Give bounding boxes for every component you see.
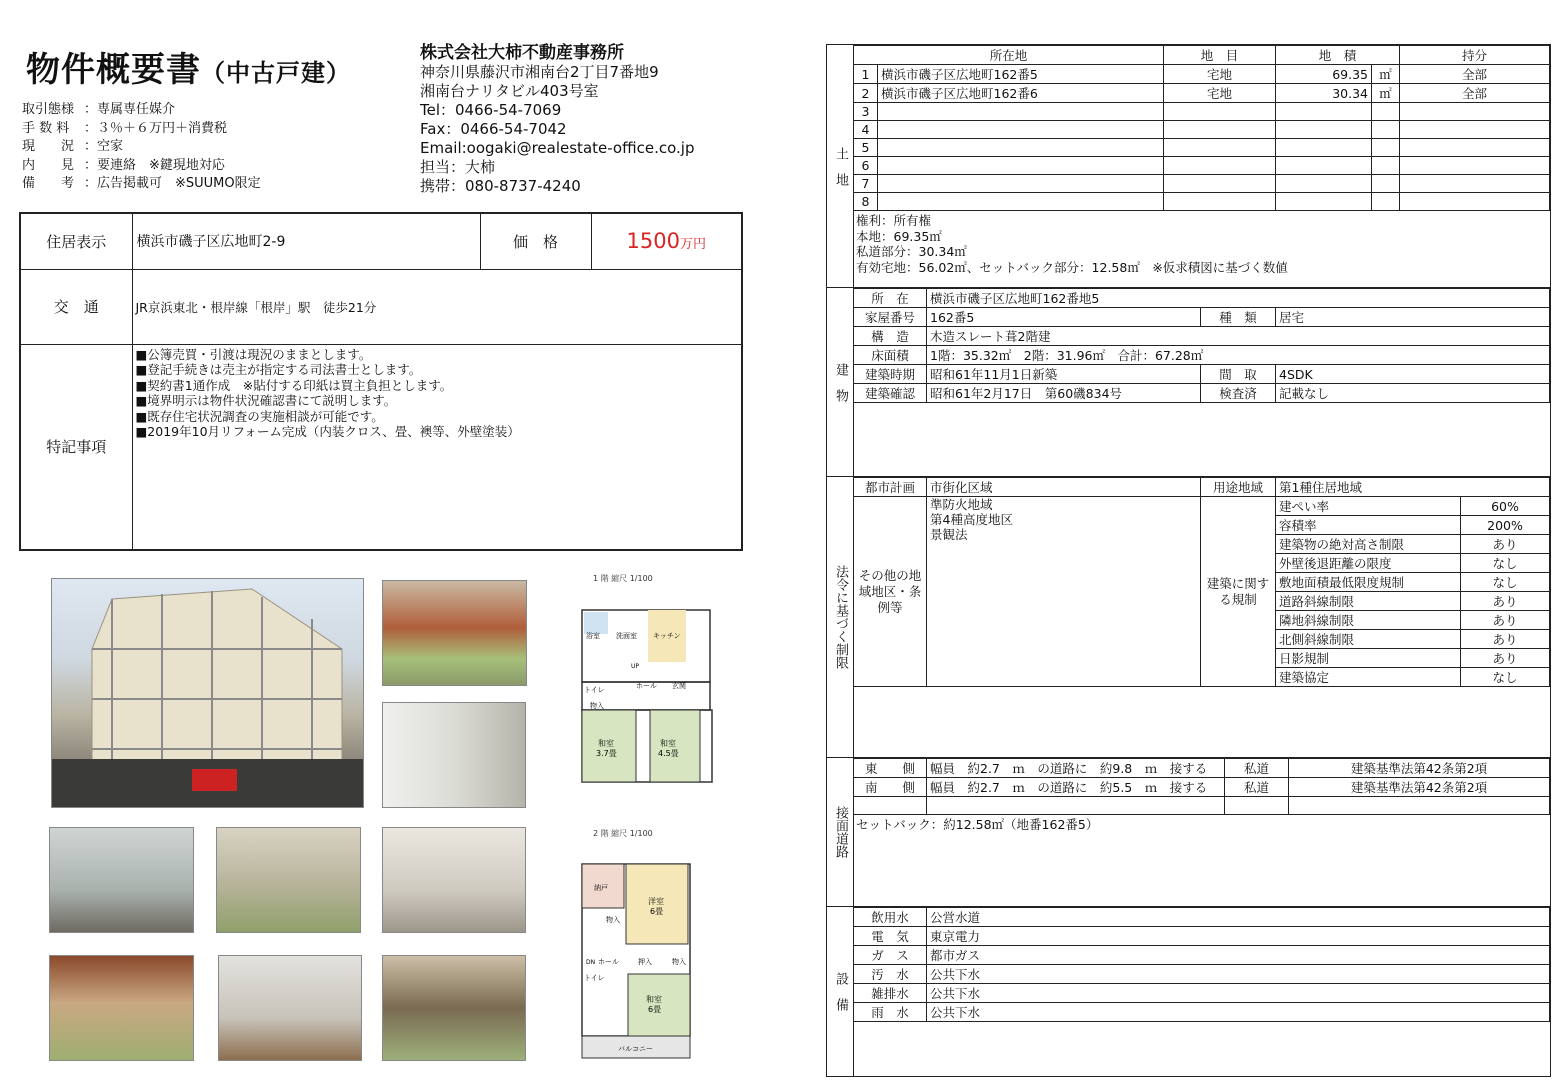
fp1-room: キッチン <box>653 632 681 640</box>
exterior-photo <box>51 578 364 808</box>
note-item: ■既存住宅状況調査の実施相談が可能です。 <box>135 408 384 424</box>
fp2-room: 押入 <box>638 958 652 966</box>
term-row: 内 見 ：要連絡 ※鍵現地対応 <box>22 157 225 173</box>
fp1-room: ホール <box>636 682 657 690</box>
note-item: ■登記手続きは売主が指定する司法書士とします。 <box>135 362 422 377</box>
law-rule-row: 隣地斜線制限 あり <box>854 611 1550 630</box>
floor1-plan <box>578 598 718 786</box>
land-row: 3 <box>854 103 1550 121</box>
road-table: 東 側 幅員 約2.7 ｍ の道路に 約9.8 ｍ 接する 私道 建築基準法第42条第2項 南 側 幅員 約2.7 ｍ の道路に 約5.5 ｍ 接する 私道 建築基準法第42条第2項 <box>853 758 1550 815</box>
company-name: 株式会社大柿不動産事務所 <box>420 43 624 63</box>
land-section <box>827 45 1550 288</box>
japanese-room-photo-2 <box>49 955 194 1061</box>
company-address-2: 湘南台ナリタビル403号室 <box>420 82 599 100</box>
law-rule-row: 容積率 200% <box>854 516 1550 535</box>
road-section <box>827 758 1550 907</box>
land-row: 2 横浜市磯子区広地町162番6 宅地 30.34 ㎡ 全部 <box>854 84 1550 103</box>
fp1-room: 浴室 <box>586 632 600 640</box>
land-row: 6 <box>854 157 1550 175</box>
fp2-room: 6畳 <box>648 1005 662 1014</box>
land-row: 8 <box>854 193 1550 211</box>
transport-value: JR京浜東北・根岸線「根岸」駅 徒歩21分 <box>132 269 742 344</box>
land-header-share: 持分 <box>1400 46 1550 65</box>
note-item: ■契約書1通作成 ※貼付する印紙は買主負担とします。 <box>135 377 453 393</box>
land-header-type: 地 目 <box>1164 46 1276 65</box>
western-room-photo <box>218 955 362 1061</box>
road-side-label: 接面道路 <box>827 758 854 906</box>
title-main: 物件概要書 <box>26 50 201 90</box>
price-label: 価 格 <box>480 213 591 269</box>
facility-row: 雨 水 公共下水 <box>854 1003 1550 1022</box>
company-contact: 担当：大柿 <box>420 158 496 176</box>
toilet-photo <box>382 827 526 933</box>
company-mobile[interactable]: 携帯：080-8737-4240 <box>420 177 581 195</box>
fp1-room: トイレ <box>584 686 605 694</box>
summary-table <box>19 212 743 551</box>
fp1-room: 玄関 <box>672 682 686 690</box>
land-notes <box>853 211 1550 277</box>
transport-label: 交 通 <box>20 269 132 344</box>
law-rule-row: 敷地面積最低限度規制 なし <box>854 573 1550 592</box>
address-value: 横浜市磯子区広地町2-9 <box>132 213 480 269</box>
washroom-photo <box>382 702 526 808</box>
fp2-room: トイレ <box>584 974 605 982</box>
storage-photo <box>382 955 526 1061</box>
floor1-label: 1 階 縮尺 1/100 <box>593 574 653 583</box>
law-rule-row: 外壁後退距離の限度 なし <box>854 554 1550 573</box>
building-section <box>827 288 1550 477</box>
law-rule-row: 日影規制 あり <box>854 649 1550 668</box>
facility-row: ガ ス 都市ガス <box>854 946 1550 965</box>
japanese-room-photo-1 <box>216 827 361 933</box>
facility-table <box>853 907 1550 1022</box>
fp2-room: バルコニー <box>618 1045 653 1053</box>
facility-section <box>827 907 1550 1076</box>
fp2-room: 物入 <box>606 916 620 924</box>
kitchen-photo <box>382 580 527 686</box>
notes-label: 特記事項 <box>20 344 132 550</box>
facility-row: 雑排水 公共下水 <box>854 984 1550 1003</box>
fp2-room: 物入 <box>672 958 686 966</box>
price-value: 1500万円 <box>591 213 742 269</box>
fp2-room: 和室 <box>646 995 662 1004</box>
law-rule-row: 北側斜線制限 あり <box>854 630 1550 649</box>
land-note: 本地：69.35㎡ <box>856 228 942 244</box>
land-table <box>853 45 1550 211</box>
build-rules-label: 建築に関する規制 <box>1201 497 1276 687</box>
law-rule-row: 建築物の絶対高さ制限 あり <box>854 535 1550 554</box>
company-email[interactable]: Email:oogaki@realestate-office.co.jp <box>420 139 695 157</box>
law-section <box>827 477 1550 758</box>
land-row: 7 <box>854 175 1550 193</box>
land-header-addr: 所在地 <box>854 46 1164 65</box>
term-row: 手 数 料 ：３％＋６万円＋消費税 <box>22 120 228 136</box>
exterior-illustration <box>52 579 363 807</box>
law-rule-row: その他の地域地区・条例等 準防火地域 第4種高度地区 景観法 建築に関する規制 建ぺい率 60% <box>854 497 1550 516</box>
fp1-room: 4.5畳 <box>658 749 679 758</box>
other-regions-label: その他の地域地区・条例等 <box>854 497 927 687</box>
address-label: 住居表示 <box>20 213 132 269</box>
land-header-area: 地 積 <box>1276 46 1400 65</box>
fp1-room: UP <box>631 663 640 670</box>
facility-row: 電 気 東京電力 <box>854 927 1550 946</box>
term-row: 備 考 ：広告掲載可 ※SUUMO限定 <box>22 176 261 192</box>
note-item: ■公簿売買・引渡は現況のままとします。 <box>135 346 372 362</box>
facility-row: 汚 水 公共下水 <box>854 965 1550 984</box>
notes-list <box>132 344 742 550</box>
setback-note: セットバック：約12.58㎡（地番162番5） <box>856 817 1099 832</box>
floor2-plan <box>578 862 698 1068</box>
fp1-room: 3.7畳 <box>596 749 617 758</box>
fp1-room: 洗面室 <box>616 632 637 640</box>
fp2-room: 洋室 <box>648 897 664 906</box>
building-table: 所 在 横浜市磯子区広地町162番地5 家屋番号 162番5 種 類 居宅 構 造 木造スレート葺2階建 床面積 1階：35.32㎡ 2階：31.96㎡ 合計：67.28㎡ 建築時期 昭和61年11月1日新築 間 取 4SDK 建築確認 昭和61年2月17日 第60磯834号 検査済 記載なし <box>853 288 1550 403</box>
land-note: 有効宅地：56.02㎡、セットバック部分：12.58㎡ ※仮求積図に基づく数値 <box>856 259 1288 275</box>
land-row: 5 <box>854 139 1550 157</box>
facility-side-label: 設 備 <box>827 907 854 1076</box>
law-side-label: 法令に基づく制限 <box>827 477 854 757</box>
land-row: 1 横浜市磯子区広地町162番5 宅地 69.35 ㎡ 全部 <box>854 65 1550 84</box>
document-title <box>26 42 351 91</box>
fp2-room: ホール <box>598 958 619 966</box>
fp1-room: 和室 <box>598 739 614 748</box>
land-note: 権利：所有権 <box>856 213 932 228</box>
law-rule-row: 道路斜線制限 あり <box>854 592 1550 611</box>
note-item: ■境界明示は物件状況確認書にて説明します。 <box>135 393 397 408</box>
other-regions-value: 準防火地域 第4種高度地区 景観法 <box>927 497 1201 687</box>
land-row: 4 <box>854 121 1550 139</box>
floor2-label: 2 階 縮尺 1/100 <box>593 829 653 838</box>
bathroom-photo <box>49 827 194 933</box>
law-rule-row: 建築協定 なし <box>854 668 1550 687</box>
land-note: 私道部分：30.34㎡ <box>856 244 967 259</box>
company-address-1: 神奈川県藤沢市湘南台2丁目7番地9 <box>420 63 659 81</box>
fp2-room: 納戸 <box>594 884 608 892</box>
land-side-label: 土 地 <box>827 45 854 287</box>
fp1-room: 和室 <box>660 739 676 748</box>
facility-row: 飲用水 公営水道 <box>854 908 1550 927</box>
law-table: 都市計画 市街化区域 用途地域 第1種住居地域 その他の地域地区・条例等 準防火地域 第4種高度地区 景観法 建築に関する規制 建ぺい率 60% 容積率 200% 建築物の絶対高さ制限 あり 外壁後退距離の限度 なし 敷地面積最低限度規制 なし 道路斜線制限 あり 隣地斜線制限 あり 北側斜線制限 あり 日影規制 あり 建築協定 なし <box>853 477 1550 687</box>
building-side-label: 建 物 <box>827 288 854 476</box>
company-fax: Fax：0466-54-7042 <box>420 120 567 138</box>
fp2-room: DN <box>586 959 596 966</box>
term-row: 現 況 ：空家 <box>22 139 124 155</box>
title-sub: （中古戸建） <box>201 59 351 87</box>
company-tel: Tel：0466-54-7069 <box>420 101 562 119</box>
fp2-room: 6畳 <box>650 907 664 916</box>
transaction-terms <box>22 101 261 194</box>
note-item: ■2019年10月リフォーム完成（内装クロス、畳、襖等、外壁塗装） <box>135 424 520 439</box>
term-row: 取引態様 ：専属専任媒介 <box>22 102 176 117</box>
property-detail-sheet <box>826 44 1551 1077</box>
fp1-room: 物入 <box>590 702 604 710</box>
company-info <box>420 44 694 196</box>
